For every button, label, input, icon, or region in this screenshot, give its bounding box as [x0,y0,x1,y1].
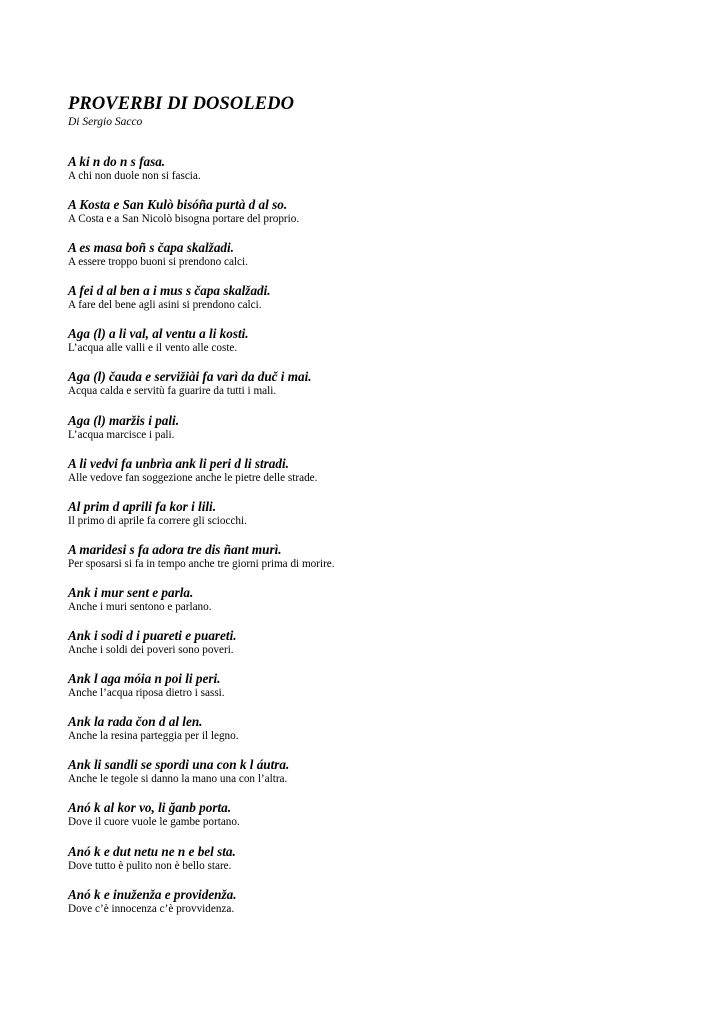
proverb-translation: Anche la resina parteggia per il legno. [68,730,239,743]
proverb-translation: A essere troppo buoni si prendono calci. [68,256,248,269]
proverb-translation: Alle vedove fan soggezione anche le pietre delle strade. [68,471,318,484]
proverb-item [68,283,668,326]
proverb-dialect: Al prim d aprili fa kor i lili. [68,498,217,514]
proverb-list [68,154,668,930]
proverb-dialect: Ank i mur sent e parla. [68,584,194,600]
proverb-translation: Dove tutto è pulito non è bello stare. [68,859,232,872]
proverb-item [68,628,668,671]
proverb-item [68,456,668,499]
proverb-translation: A chi non duole non si fascia. [68,170,201,182]
proverb-item [68,499,668,542]
proverb-dialect: Ank la rada čon d al len. [68,714,203,730]
document-title: PROVERBI DI DOSOLEDO [68,94,295,114]
proverb-translation: Anche i soldi dei poveri sono poveri. [68,644,234,657]
proverb-dialect: Aga (l) maržis i pali. [68,412,180,428]
proverb-item [68,585,668,628]
proverb-dialect: Aga (l) a li val, al ventu a li kosti. [68,326,249,342]
proverb-item [68,240,668,283]
proverb-item [68,714,668,757]
proverb-item [68,757,668,800]
proverb-translation: L’acqua marcisce i pali. [68,428,175,441]
proverb-item [68,413,668,456]
proverb-dialect: A li vedvi fa unbrìa ank li peri d li stradi. [68,455,289,471]
proverb-translation: Anche i muri sentono e parlano. [68,600,212,613]
proverb-translation: Dove il cuore vuole le gambe portano. [68,816,240,829]
proverb-item [68,542,668,585]
proverb-translation: Il primo di aprile fa correre gli sciocchi. [68,514,247,527]
proverb-item [68,154,668,197]
proverb-dialect: A ki n do n s fasa. [68,154,166,169]
proverb-translation: Anche l’acqua riposa dietro i sassi. [68,687,225,700]
proverb-translation: L’acqua alle valli e il vento alle coste. [68,342,238,355]
proverb-dialect: Aga (l) čauda e servižiài fa varì da duč i mai. [68,369,312,385]
proverb-item [68,369,668,412]
proverb-translation: Anche le tegole si danno la mano una con l’altra. [68,773,288,786]
proverb-dialect: A Kosta e San Kulò bisóña purtà d al so. [68,197,288,213]
proverb-dialect: Ank i sodi d i puareti e puareti. [68,628,237,644]
proverb-translation: Acqua calda e servitù fa guarire da tutti i mali. [68,385,277,398]
proverb-translation: Per sposarsi si fa in tempo anche tre giorni prima di morire. [68,557,335,570]
document-author: Di Sergio Sacco [68,116,143,128]
proverb-item [68,887,668,930]
proverb-dialect: Ank l aga móia n poi li peri. [68,671,221,687]
proverb-dialect: Anó k e inuženža e providenža. [68,886,237,902]
proverb-dialect: A es masa boñ s čapa skalžadi. [68,240,234,256]
proverb-dialect: A fei d al ben a i mus s čapa skalžadi. [68,283,271,299]
proverb-dialect: Ank li sandli se spordi una con k l áutra. [68,757,290,773]
proverb-dialect: Anó k al kor vo, li ğanb porta. [68,800,232,816]
proverb-translation: A fare del bene agli asini si prendono calci. [68,299,262,312]
proverb-item [68,800,668,843]
proverb-item [68,671,668,714]
proverb-item [68,326,668,369]
proverb-dialect: Anó k e dut netu ne n e bel sta. [68,843,236,859]
document-page [68,94,668,930]
proverb-translation: Dove c’è innocenza c’è provvidenza. [68,902,235,915]
proverb-item [68,844,668,887]
proverb-item [68,197,668,240]
proverb-translation: A Costa e a San Nicolò bisogna portare del proprio. [68,213,300,226]
proverb-dialect: A maridesi s fa adora tre dis ñant murì. [68,541,282,557]
